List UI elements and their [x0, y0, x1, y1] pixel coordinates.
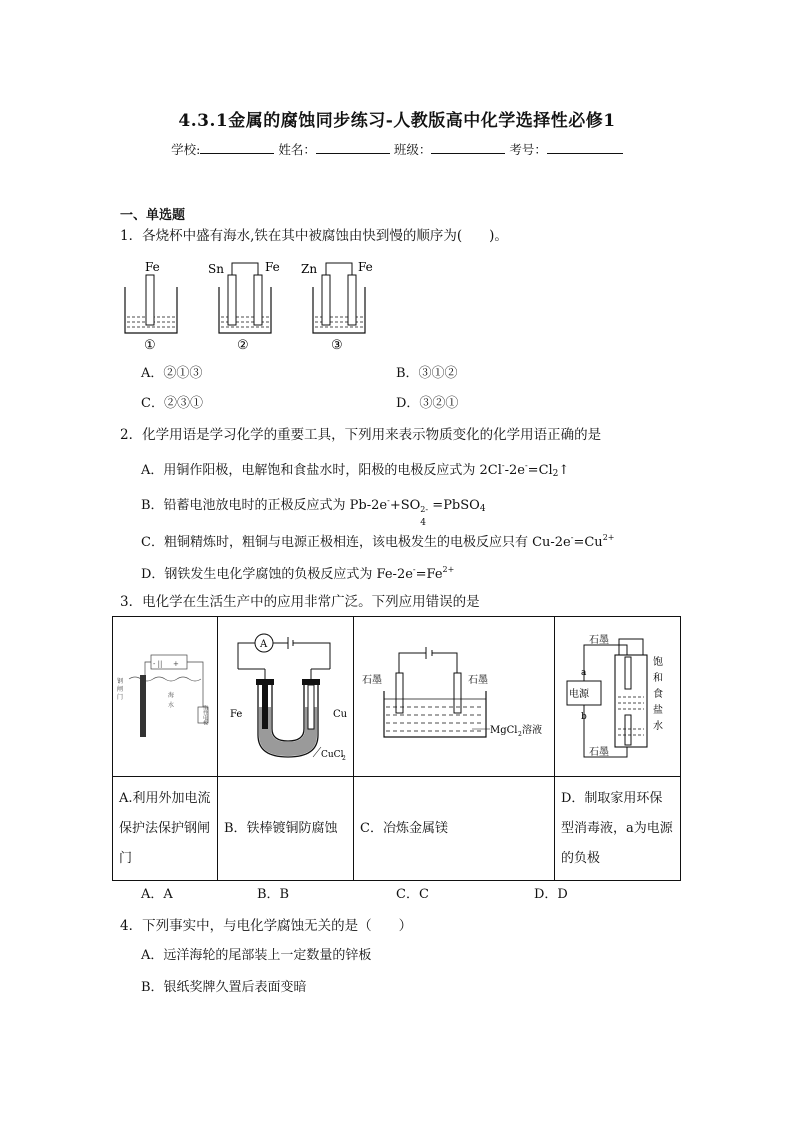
q1-option-b[interactable]: B．③①②: [396, 366, 458, 381]
q3-option-a[interactable]: A．A: [141, 887, 173, 902]
q3-cell-d: D．制取家用环保型消毒液，a为电源的负极: [555, 777, 681, 881]
svg-text:食: 食: [653, 689, 663, 700]
svg-text:石墨: 石墨: [589, 747, 609, 758]
class-blank[interactable]: [431, 141, 505, 154]
question-3-stem: 3．电化学在生活生产中的应用非常广泛。下列应用错误的是: [120, 594, 480, 610]
q1-option-a[interactable]: A．②①③: [141, 366, 203, 381]
class-label: 班级：: [393, 142, 432, 157]
name-label: 姓名：: [278, 142, 316, 157]
b1-number: ①: [144, 338, 156, 353]
svg-text:MgCl: MgCl: [490, 725, 518, 736]
q3-cell-b: B．铁棒镀铜防腐蚀: [218, 777, 354, 881]
svg-text:石墨: 石墨: [589, 635, 609, 646]
q3-fig-a-cell: [113, 617, 218, 777]
q3-cell-a: A.利用外加电流保护法保护钢闸门: [113, 777, 218, 881]
q2-option-a[interactable]: A．用铜作阳极，电解饱和食盐水时，阳极的电极反应式为 $2Cl^--2e^-=Cl_2↑$: [141, 461, 570, 479]
beaker-2: [219, 263, 271, 333]
q3-table: [112, 616, 681, 881]
b1-metal-label: Fe: [145, 260, 160, 274]
svg-text:惰性电极: 惰性电极: [202, 705, 208, 725]
fig-b-copper-plating: [218, 617, 353, 772]
beaker-1: [125, 275, 177, 333]
svg-text:钢: 钢: [117, 678, 124, 685]
q2-option-c[interactable]: C．粗铜精炼时，粗铜与电源正极相连，该电极发生的电极反应只有 $Cu-2e^-=Cu^{2+}$: [141, 533, 615, 550]
q3-option-b[interactable]: B．B: [257, 887, 290, 902]
fig-d-disinfectant-cell: [555, 617, 680, 772]
svg-text:溶液: 溶液: [522, 725, 542, 736]
svg-text:Fe: Fe: [230, 709, 243, 720]
svg-text:水: 水: [653, 721, 663, 732]
q3-fig-b-cell: [218, 617, 354, 777]
q3-option-d[interactable]: D．D: [534, 887, 568, 902]
q2-option-d[interactable]: D．钢铁发生电化学腐蚀的负极反应式为 $Fe-2e^-=Fe^{2+}$: [141, 565, 455, 582]
q3-fig-d-cell: [555, 617, 681, 777]
svg-text:电源: 电源: [569, 689, 589, 700]
school-label: 学校:: [171, 142, 201, 157]
svg-text:b: b: [581, 712, 587, 722]
q3-cell-c: C．冶炼金属镁: [354, 777, 555, 881]
school-blank[interactable]: [200, 141, 274, 154]
page-title: 4.3.1金属的腐蚀同步练习-人教版高中化学选择性必修1: [178, 111, 616, 131]
svg-text:饱: 饱: [653, 657, 663, 668]
svg-text:2: 2: [342, 755, 346, 762]
svg-text:门: 门: [117, 694, 124, 701]
svg-text:a: a: [581, 668, 587, 678]
svg-text:盐: 盐: [653, 705, 663, 716]
svg-text:水: 水: [168, 702, 175, 709]
svg-text:海: 海: [168, 692, 175, 699]
b3-right-label: Fe: [358, 260, 373, 274]
fig-c-magnesium-electrolysis: [354, 617, 554, 772]
svg-text:CuCl: CuCl: [321, 750, 344, 760]
svg-text:和: 和: [653, 673, 663, 684]
q1-option-d[interactable]: D．③②①: [396, 396, 459, 411]
svg-text:石墨: 石墨: [468, 675, 488, 686]
student-info-line: [0, 140, 794, 158]
q3-fig-c-cell: [354, 617, 555, 777]
q2-option-b[interactable]: B．铅蓄电池放电时的正极反应式为 Pb-2e-+SO 2- 4 =PbSO$_4$: [141, 496, 486, 528]
b2-number: ②: [237, 338, 249, 353]
section-title: 一、单选题: [120, 208, 186, 223]
svg-text:闸: 闸: [117, 686, 124, 693]
b3-left-label: Zn: [301, 262, 318, 276]
q4-option-b[interactable]: B．银纸奖牌久置后表面变暗: [141, 980, 307, 995]
svg-text:Cu: Cu: [333, 709, 348, 720]
exam-no-label: 考号：: [509, 142, 547, 157]
q4-option-a[interactable]: A．远洋海轮的尾部装上一定数量的锌板: [141, 948, 372, 963]
b2-right-label: Fe: [265, 260, 280, 274]
svg-text:- ||: - ||: [153, 660, 163, 668]
svg-text:2: 2: [518, 731, 522, 738]
question-4-stem: 4．下列事实中，与电化学腐蚀无关的是（ ）: [120, 918, 413, 934]
b2-left-label: Sn: [208, 262, 224, 276]
svg-text:石墨: 石墨: [362, 675, 382, 686]
fig-a-gate-protection: [113, 617, 217, 772]
svg-text:A: A: [260, 639, 268, 650]
name-blank[interactable]: [316, 141, 390, 154]
q1-option-c[interactable]: C．②③①: [141, 396, 203, 411]
q3-option-c[interactable]: C．C: [396, 887, 429, 902]
b3-number: ③: [331, 338, 343, 353]
question-1-stem: 1．各烧杯中盛有海水,铁在其中被腐蚀由快到慢的顺序为( )。: [120, 228, 508, 244]
exam-no-blank[interactable]: [547, 141, 623, 154]
question-2-stem: 2．化学用语是学习化学的重要工具，下列用来表示物质变化的化学用语正确的是: [120, 427, 602, 443]
q1-beaker-figure: [115, 255, 385, 355]
svg-text:+: +: [173, 660, 179, 668]
